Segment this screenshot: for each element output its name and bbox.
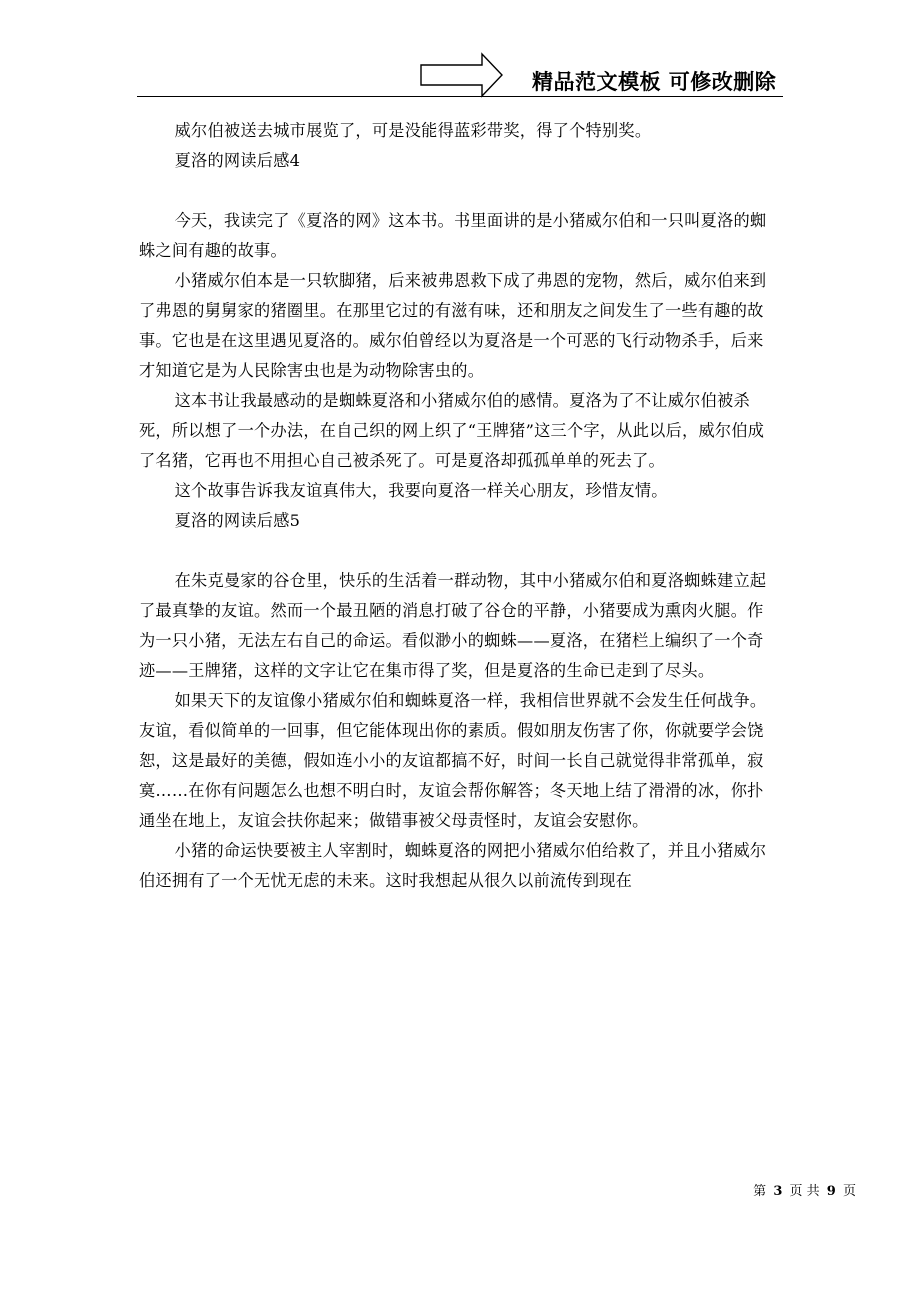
header-divider [137,96,783,97]
paragraph: 小猪的命运快要被主人宰割时，蜘蛛夏洛的网把小猪威尔伯给救了，并且小猪威尔伯还拥有了一个无忧无虑的未来。这时我想起从很久以前流传到现在 [139,841,767,890]
arrow-right-icon [420,52,504,98]
page-number [753,1180,856,1199]
paragraph: 如果天下的友谊像小猪威尔伯和蜘蛛夏洛一样，我相信世界就不会发生任何战争。友谊，看似简单的一回事，但它能体现出你的素质。假如朋友伤害了你，你就要学会饶恕，这是最好的美德，假如连小小的友谊都搞不好，时间一长自己就觉得非常孤单，寂寞……在你有问题怎么也想不明白时，友谊会帮你解答；冬天地上结了滑滑的冰，你扑通坐在地上，友谊会扶你起来；做错事被父母责怪时，友谊会安慰你。 [139,691,767,830]
document-body [139,116,779,896]
current-page: 3 [773,1184,783,1199]
header-title: 精品范文模板 可修改删除 [532,70,777,94]
paragraph: 小猪威尔伯本是一只软脚猪，后来被弗恩救下成了弗恩的宠物，然后，威尔伯来到了弗恩的舅舅家的猪圈里。在那里它过的有滋有味，还和朋友之间发生了一些有趣的故事。它也是在这里遇见夏洛的。威尔伯曾经以为夏洛是一个可恶的飞行动物杀手，后来才知道它是为人民除害虫也是为动物除害虫的。 [139,271,767,380]
section-heading-5: 夏洛的网读后感5 [174,511,301,530]
paragraph: 这个故事告诉我友谊真伟大，我要向夏洛一样关心朋友，珍惜友情。 [174,481,668,500]
section-heading-4: 夏洛的网读后感4 [174,151,301,170]
page-number-middle: 页 共 [789,1184,820,1199]
paragraph: 在朱克曼家的谷仓里，快乐的生活着一群动物，其中小猪威尔伯和夏洛蜘蛛建立起了最真挚的友谊。然而一个最丑陋的消息打破了谷仓的平静，小猪要成为熏肉火腿。作为一只小猪，无法左右自己的命运。看似渺小的蜘蛛——夏洛，在猪栏上编织了一个奇迹——王牌猪，这样的文字让它在集市得了奖，但是夏洛的生命已走到了尽头。 [139,571,767,680]
page-header [0,0,920,100]
paragraph: 今天，我读完了《夏洛的网》这本书。书里面讲的是小猪威尔伯和一只叫夏洛的蜘蛛之间有趣的故事。 [139,211,767,260]
total-pages: 9 [826,1184,836,1199]
page-number-suffix: 页 [842,1184,856,1199]
page-number-prefix: 第 [753,1184,767,1199]
paragraph: 这本书让我最感动的是蜘蛛夏洛和小猪威尔伯的感情。夏洛为了不让威尔伯被杀死，所以想了一个办法，在自己织的网上织了“王牌猪”这三个字，从此以后，威尔伯成了名猪，它再也不用担心自己被杀死了。可是夏洛却孤孤单单的死去了。 [139,391,765,470]
paragraph: 威尔伯被送去城市展览了，可是没能得蓝彩带奖，得了个特别奖。 [174,121,652,140]
